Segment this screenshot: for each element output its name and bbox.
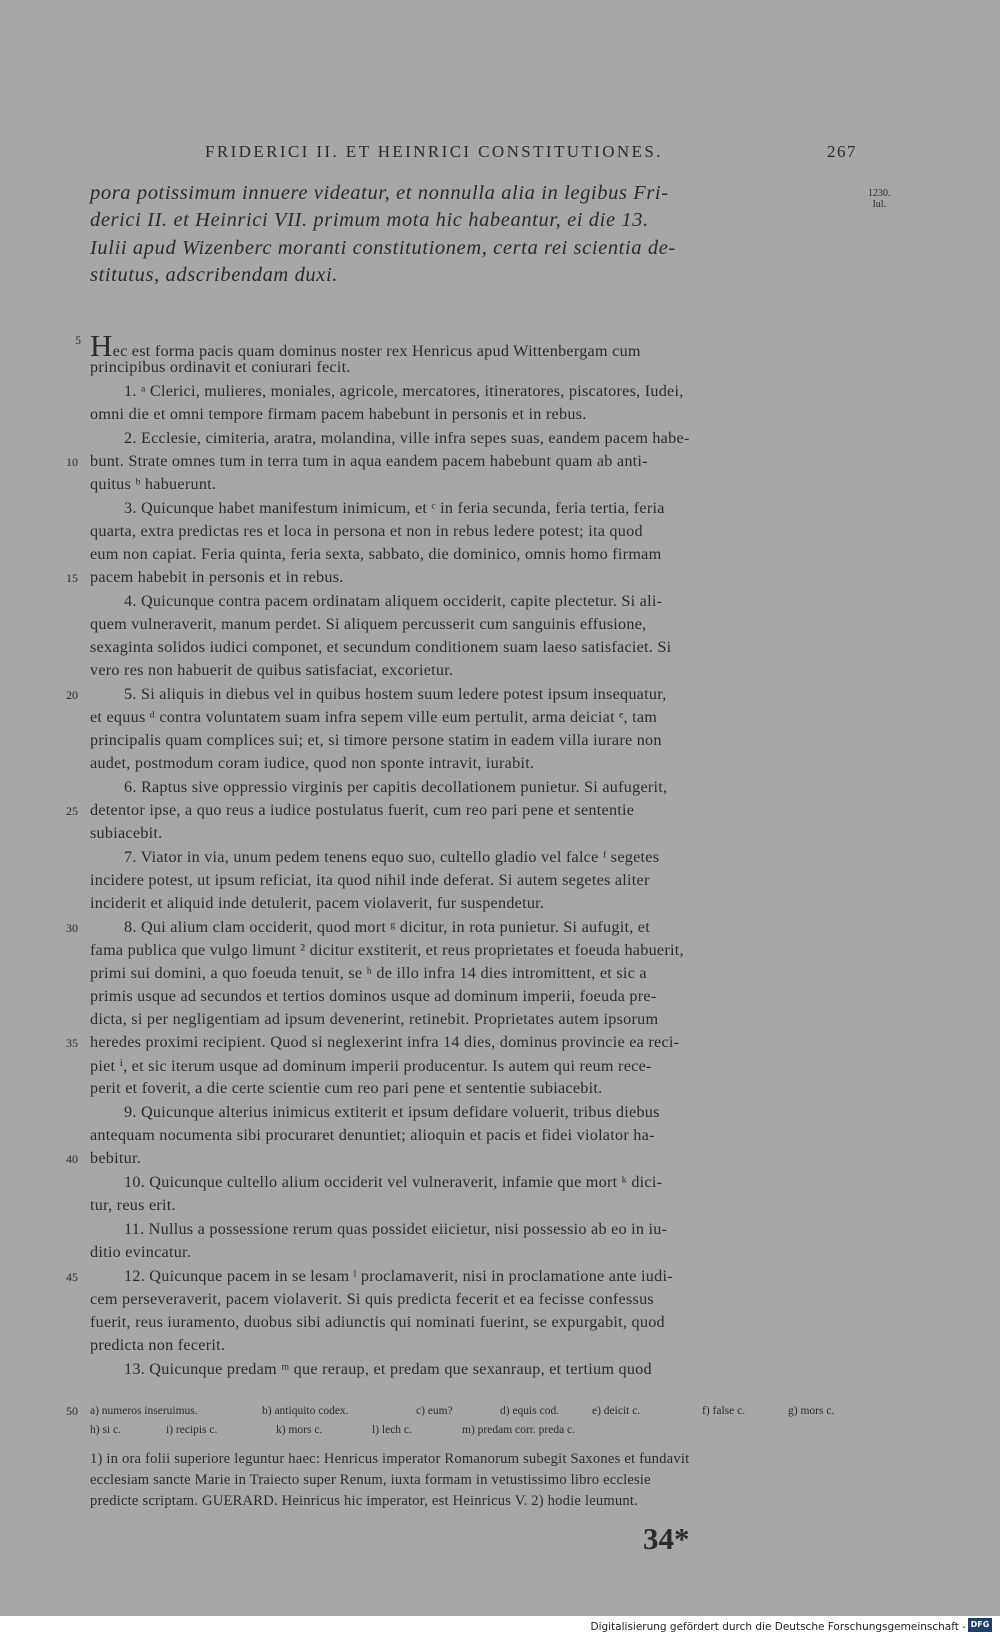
line-number: 45	[66, 1270, 78, 1284]
variant-note: a) numeros inseruimus.	[90, 1405, 198, 1417]
text-line: incidere potest, ut ipsum reficiat, ita quod nihil inde deferat. Si autem segetes aliter	[90, 871, 650, 889]
text-line: omni die et omni tempore firmam pacem habebunt in personis et in rebus.	[90, 405, 587, 423]
margin-month: Iul.	[872, 199, 887, 210]
text-line: dicta, si per negligentiam ad ipsum devenerint, retinebit. Proprietates autem ipsorum	[90, 1010, 659, 1028]
intro-line: pora potissimum innuere videatur, et nonnulla alia in legibus Fri-	[90, 182, 669, 204]
page-number: 267	[827, 142, 857, 161]
footnote-line: 1) in ora folii superiore leguntur haec: Henricus imperator Romanorum subegit Saxones et fundavit	[90, 1451, 690, 1467]
text-line: antequam nocumenta sibi procuraret denuntiet; alioquin et pacis et fidei violator ha-	[90, 1126, 655, 1144]
text-line: inciderit et aliquid inde detulerit, pacem violaverit, fur suspendetur.	[90, 894, 545, 912]
text-line: subiacebit.	[90, 824, 163, 842]
text-line: 6. Raptus sive oppressio virginis per capitis decollationem punietur. Si aufugerit,	[124, 778, 668, 796]
variant-note: i) recipis c.	[166, 1424, 218, 1436]
text-line: primi sui domini, a quo foeuda tenuit, se ʰ de illo infra 14 dies intromittent, et sic a	[90, 964, 647, 982]
margin-date	[868, 188, 891, 210]
text-line: quitus ᵇ habuerunt.	[90, 475, 217, 493]
text-line: quarta, extra predictas res et loca in persona et non in rebus ledere potest; ita quod	[90, 522, 643, 540]
text-line: detentor ipse, a quo reus a iudice postulatus fuerit, cum reo pari pene et sententie	[90, 801, 635, 819]
text-line: perit et foverit, a die certe scientie cum reo pari pene et sententie subiacebit.	[90, 1079, 603, 1097]
text-line: audet, postmodum coram iudice, quod non sponte intravit, iurabit.	[90, 754, 535, 772]
text-line-body: ec est forma pacis quam dominus noster rex Henricus apud Wittenbergam cum	[112, 342, 641, 360]
intro-line: Iulii apud Wizenberc moranti constitutionem, certa rei scientia de-	[90, 237, 676, 259]
text-line: fama publica que vulgo limunt ² dicitur exstiterit, et reus proprietates et foeuda habuerit,	[90, 941, 684, 959]
variant-note: b) antiquito codex.	[262, 1405, 349, 1417]
text-line: heredes proximi recipient. Quod si neglexerint infra 14 dies, dominus provincie ea reci-	[90, 1033, 680, 1051]
line-number: 15	[66, 571, 78, 585]
line-number: 50	[66, 1404, 78, 1418]
text-line: eum non capiat. Feria quinta, feria sexta, sabbato, die dominico, omnis homo firmam	[90, 545, 662, 563]
text-line: principalis quam complices sui; et, si timore persone statim in eadem villa iurare non	[90, 731, 662, 749]
line-number: 20	[66, 688, 78, 702]
text-line: sexaginta solidos iudici componet, et secundum conditionem suam laeso satisfaciet. Si	[90, 638, 672, 656]
text-line: 4. Quicunque contra pacem ordinatam aliquem occiderit, capite plectetur. Si ali-	[124, 592, 663, 610]
text-line: 3. Quicunque habet manifestum inimicum, et ᶜ in feria secunda, feria tertia, feria	[124, 499, 665, 517]
intro-line: derici II. et Heinrici VII. primum mota hic habeantur, ei die 13.	[90, 209, 649, 231]
text-line: pacem habebit in personis et in rebus.	[90, 568, 344, 586]
variant-note: m) predam corr. preda c.	[462, 1424, 576, 1436]
initial-letter: H	[90, 328, 113, 363]
variant-note: k) mors c.	[276, 1424, 323, 1436]
text-line: 1. ᵃ Clerici, mulieres, moniales, agricole, mercatores, itineratores, piscatores, Iudei,	[124, 382, 684, 400]
text-line: 10. Quicunque cultello alium occiderit vel vulneraverit, infamie que mort ᵏ dici-	[124, 1173, 663, 1191]
line-number: 5	[75, 333, 81, 347]
margin-year: 1230.	[868, 188, 891, 199]
dfg-logo: DFG	[968, 1618, 992, 1632]
text-line: 5. Si aliquis in diebus vel in quibus hostem suum ledere potest ipsum insequatur,	[124, 685, 667, 703]
text-line: 12. Quicunque pacem in se lesam ˡ proclamaverit, nisi in proclamatione ante iudi-	[124, 1267, 673, 1285]
text-line: quem vulneraverit, manum perdet. Si aliquem percusserit cum sanguinis effusione,	[90, 615, 647, 633]
text-line: 2. Ecclesie, cimiteria, aratra, molandina, ville infra sepes suas, eandem pacem habe-	[124, 429, 690, 447]
line-number: 25	[66, 804, 78, 818]
text-line: principibus ordinavit et coniurari fecit.	[90, 358, 351, 376]
running-head: FRIDERICI II. ET HEINRICI CONSTITUTIONES.	[205, 142, 663, 161]
variant-note: e) deicit c.	[592, 1405, 641, 1417]
footnote-line: predicte scriptam. GUERARD. Heinricus hic imperator, est Heinricus V. 2) hodie leumunt.	[90, 1493, 639, 1509]
text-line: 13. Quicunque predam ᵐ que reraup, et predam que sexanraup, et tertium quod	[124, 1360, 652, 1378]
variant-note: f) false c.	[702, 1405, 746, 1417]
variant-note: g) mors c.	[788, 1405, 835, 1417]
text-line: ditio evincatur.	[90, 1243, 192, 1261]
footnote-line: ecclesiam sancte Marie in Traiecto super Renum, iuxta formam in vetustissimo libro ecclesie	[90, 1472, 651, 1488]
text-line: bunt. Strate omnes tum in terra tum in aqua eandem pacem habebunt quam ab anti-	[90, 452, 648, 470]
line-number: 35	[66, 1036, 78, 1050]
line-number: 10	[66, 455, 78, 469]
line-number: 30	[66, 921, 78, 935]
variant-note: c) eum?	[416, 1405, 453, 1417]
text-line: 8. Qui alium clam occiderit, quod mort ᵍ dicitur, in rota punietur. Si aufugit, et	[124, 918, 650, 936]
text-line: cem perseveraverit, pacem violaverit. Si quis predicta fecerit et ea fecisse confessus	[90, 1290, 654, 1308]
signature-mark: 34*	[643, 1521, 690, 1556]
text-line: primis usque ad secundos et tertios dominos usque ad dominum imperii, foeuda pre-	[90, 987, 657, 1005]
text-line: bebitur.	[90, 1149, 142, 1167]
text-line: 7. Viator in via, unum pedem tenens equo suo, cultello gladio vel falce ᶠ segetes	[124, 848, 660, 866]
text-line: vero res non habuerit de quibus satisfaciat, excorietur.	[90, 661, 454, 679]
credit-text: Digitalisierung gefördert durch die Deutsche Forschungsgemeinschaft -	[590, 1621, 966, 1633]
intro-line: stitutus, adscribendam duxi.	[90, 264, 338, 286]
text-line: fuerit, reus iuramento, duobus sibi adiunctis qui nominati fuerint, se expurgabit, quod	[90, 1313, 665, 1331]
text-line: 9. Quicunque alterius inimicus extiterit et ipsum defidare voluerit, tribus diebus	[124, 1103, 660, 1121]
variant-note: l) lech c.	[372, 1424, 412, 1436]
text-line: 11. Nullus a possessione rerum quas possidet eiicietur, nisi possessio ab eo in iu-	[124, 1220, 668, 1238]
text-line: et equus ᵈ contra voluntatem suam infra sepem ville eum pertulit, arma deiciat ᵉ, tam	[90, 708, 658, 726]
variant-note: h) si c.	[90, 1424, 121, 1436]
text-line: piet ⁱ, et sic iterum usque ad dominum imperii producentur. Is autem qui reum rece-	[90, 1057, 652, 1075]
text-line: predicta non fecerit.	[90, 1336, 226, 1354]
line-number: 40	[66, 1152, 78, 1166]
text-line: tur, reus erit.	[90, 1196, 176, 1214]
variant-note: d) equis cod.	[500, 1405, 560, 1417]
